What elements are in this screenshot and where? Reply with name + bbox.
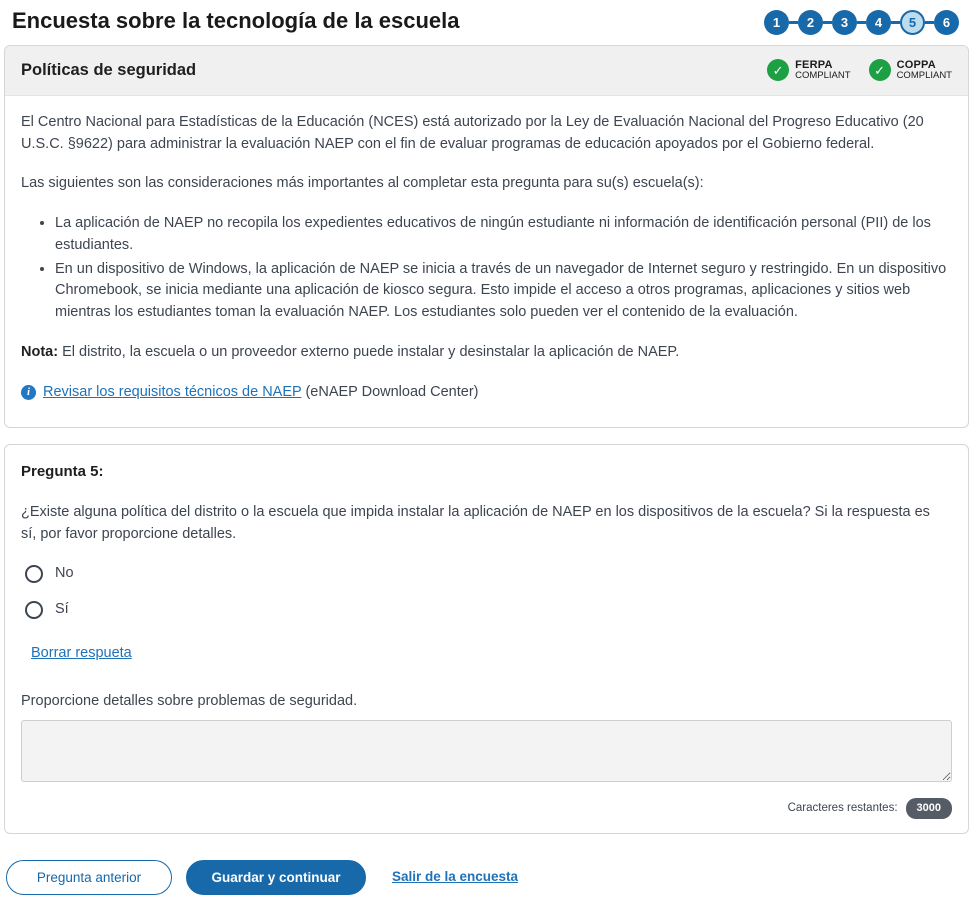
step-connector	[789, 21, 798, 24]
step-connector	[891, 21, 900, 24]
ferpa-badge	[767, 59, 850, 82]
policy-paragraph-1: El Centro Nacional para Estadísticas de la Educación (NCES) está autorizado por la Ley de Evaluación Nacional del Progreso Educativo (20 U.S.C. §9622) para administrar la evaluación NAEP con el fin de evaluar programas de educación apoyados por el Gobierno federal.	[21, 113, 924, 152]
char-counter-label: Caracteres restantes:	[787, 801, 898, 814]
security-policies-card	[4, 45, 969, 428]
previous-question-button[interactable]: Pregunta anterior	[6, 860, 172, 895]
coppa-badge-label: COPPA	[896, 59, 936, 72]
requirements-link-suffix: (eNAEP Download Center)	[305, 383, 479, 400]
note-text: El distrito, la escuela o un proveedor externo puede instalar y desinstalar la aplicación de NAEP.	[62, 343, 680, 360]
policy-bullet-2: • En un dispositivo de Windows, la aplicación de NAEP se inicia a través de un navegador de Internet seguro y restringido. En un dispositivo Chromebook, se inicia mediante una aplicación de kiosco segura. Esto impide el acceso a otros programas, aplicaciones y sitios web mientras los estudiantes toman la evaluación NAEP. Los estudiantes solo pueden ver el contenido de la evaluación.	[55, 259, 952, 324]
coppa-badge-sublabel: COMPLIANT	[896, 70, 952, 82]
step-2[interactable]: 2	[798, 10, 823, 35]
radio-button-icon[interactable]	[25, 565, 43, 583]
check-icon: ✓	[869, 59, 891, 81]
policy-bullet-list	[55, 213, 952, 324]
save-continue-button[interactable]: Guardar y continuar	[186, 860, 366, 895]
policy-card-header	[5, 46, 968, 96]
policy-bullet-1: • La aplicación de NAEP no recopila los expedientes educativos de ningún estudiante ni información de identificación personal (PII) de los estudiantes.	[55, 213, 952, 257]
step-connector	[857, 21, 866, 24]
naep-requirements-link[interactable]: Revisar los requisitos técnicos de NAEP	[43, 383, 302, 400]
clear-answer-link[interactable]: Borrar respueta	[31, 644, 132, 661]
coppa-badge	[869, 59, 952, 82]
step-4[interactable]: 4	[866, 10, 891, 35]
exit-survey-link[interactable]: Salir de la encuesta	[392, 868, 519, 884]
char-counter-badge: 3000	[906, 798, 952, 819]
details-textarea[interactable]	[21, 720, 952, 782]
info-icon: i	[21, 385, 36, 400]
radio-option-si[interactable]	[25, 599, 948, 621]
compliance-badges	[767, 59, 952, 82]
radio-option-si-label: Sí	[55, 601, 69, 617]
char-counter-row	[21, 798, 952, 819]
radio-button-icon[interactable]	[25, 601, 43, 619]
policy-card-body	[5, 96, 968, 428]
ferpa-badge-sublabel: COMPLIANT	[795, 70, 851, 82]
question-title: Pregunta 5:	[21, 463, 104, 481]
step-6[interactable]: 6	[934, 10, 959, 35]
step-connector	[925, 21, 934, 24]
details-label: Proporcione detalles sobre problemas de seguridad.	[21, 692, 358, 709]
step-connector	[823, 21, 832, 24]
ferpa-badge-label: FERPA	[795, 59, 833, 72]
policy-note	[21, 342, 952, 364]
step-indicator	[764, 10, 959, 35]
policy-card-title: Políticas de seguridad	[21, 61, 197, 79]
note-label: Nota:	[21, 343, 59, 360]
step-5-active[interactable]: 5	[900, 10, 925, 35]
policy-paragraph-2: Las siguientes son las consideraciones más importantes al completar esta pregunta para su(s) escuela(s):	[21, 175, 704, 192]
step-3[interactable]: 3	[832, 10, 857, 35]
check-icon: ✓	[767, 59, 789, 81]
question-text: ¿Existe alguna política del distrito o la escuela que impida instalar la aplicación de NAEP en los dispositivos de la escuela? Si la respuesta es sí, por favor proporcione detalles.	[21, 503, 930, 542]
step-1[interactable]: 1	[764, 10, 789, 35]
radio-option-no-label: No	[55, 565, 74, 582]
requirements-link-row	[21, 382, 952, 404]
page-header	[4, 6, 969, 45]
radio-option-no[interactable]	[25, 563, 948, 585]
page-title: Encuesta sobre la tecnología de la escuela	[12, 8, 460, 33]
question-5-card	[4, 444, 969, 833]
footer-actions	[6, 860, 969, 895]
